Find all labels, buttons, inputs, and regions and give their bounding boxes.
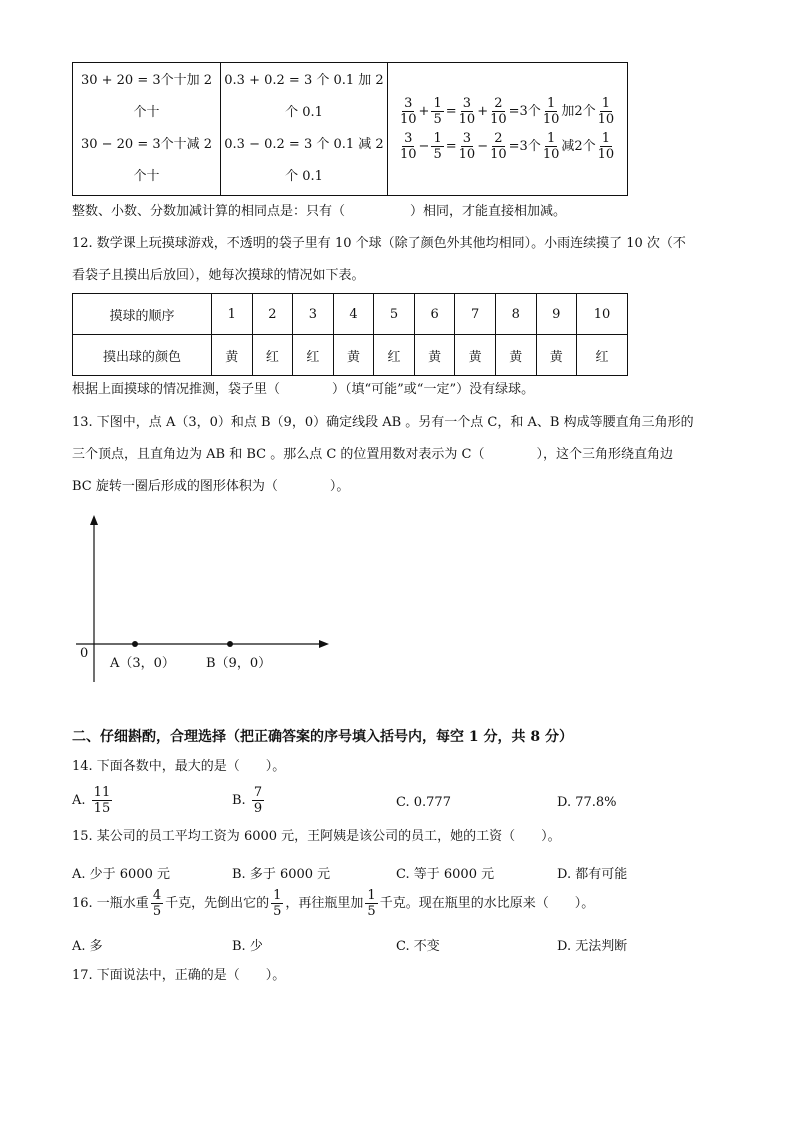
y-arrow-icon <box>90 515 98 525</box>
color-cell: 黄 <box>414 335 455 376</box>
operator: + <box>477 104 489 119</box>
q16-option-b: B. 少 <box>232 939 263 954</box>
q14-option-b <box>232 785 266 816</box>
text: ，再往瓶里加 <box>285 896 364 911</box>
num: 4 <box>152 888 162 903</box>
numerator: 3 <box>462 131 472 146</box>
text: 0.3 + 0.2 = 3 个 0.1 加 2 <box>224 73 384 88</box>
q13-line1: 13. 下图中，点 A（3，0）和点 B（9，0）确定线段 AB 。另有一个点 C，和 A、B 构成等腰直角三角形的 <box>72 415 694 430</box>
q13-line2: 三个顶点，且直角边为 AB 和 BC 。那么点 C 的位置用数对表示为 C（ ），这个三角形绕直角边 <box>72 447 674 462</box>
den: 9 <box>253 801 263 816</box>
point-a-label: A（3，0） <box>110 656 175 671</box>
den: 5 <box>367 904 376 919</box>
label: A. <box>72 793 86 808</box>
order-cell: 1 <box>212 294 253 335</box>
row-header: 摸出球的颜色 <box>73 335 212 376</box>
q15-option-b: B. 多于 6000 元 <box>232 867 331 882</box>
operator: 减2个 <box>561 139 596 154</box>
section-2-title: 二、仔细斟酌，合理选择（把正确答案的序号填入括号内，每空 1 分，共 8 分） <box>72 729 573 745</box>
color-cell: 黄 <box>536 335 577 376</box>
q14-option-d: D. 77.8% <box>557 795 617 810</box>
fraction <box>365 888 377 919</box>
color-cell: 黄 <box>495 335 536 376</box>
fraction <box>92 785 113 816</box>
fraction <box>151 888 163 919</box>
text: 个 0.1 <box>285 105 323 120</box>
point-b-label: B（9，0） <box>206 656 272 671</box>
q14-option-c: C. 0.777 <box>396 795 451 810</box>
denominator: 5 <box>433 112 442 127</box>
operator: 加2个 <box>561 104 596 119</box>
q15-stem: 15. 某公司的员工平均工资为 6000 元，王阿姨是该公司的员工，她的工资（ ）。 <box>72 829 561 844</box>
color-cell: 黄 <box>333 335 374 376</box>
q16-option-c: C. 不变 <box>396 939 440 954</box>
numerator: 2 <box>494 96 503 111</box>
denominator: 10 <box>400 112 417 127</box>
numerator: 1 <box>601 96 611 111</box>
q12-line2: 看袋子且摸出后放回），她每次摸球的情况如下表。 <box>72 268 365 283</box>
numerator: 1 <box>546 131 556 146</box>
q16-stem <box>72 888 594 919</box>
numerator: 3 <box>404 96 413 111</box>
text: 千克，先倒出它的 <box>165 896 270 911</box>
text: 16. 一瓶水重 <box>72 896 149 911</box>
q17-stem: 17. 下面说法中，正确的是（ ）。 <box>72 968 286 983</box>
text: 个十 <box>133 169 160 184</box>
num: 1 <box>273 888 282 903</box>
denominator: 10 <box>597 112 615 127</box>
operator: = <box>445 139 457 154</box>
fraction <box>271 888 283 919</box>
numerator: 1 <box>433 96 442 111</box>
numerator: 2 <box>494 131 503 146</box>
text: 30 − 20 = 3个十减 2 <box>80 137 213 152</box>
denominator: 10 <box>597 147 615 162</box>
order-cell: 5 <box>374 294 415 335</box>
row-header: 摸球的顺序 <box>73 294 212 335</box>
operator: + <box>418 104 430 119</box>
operator: =3个 <box>508 104 541 119</box>
den: 5 <box>152 904 162 919</box>
numerator: 3 <box>462 96 472 111</box>
operator: = <box>445 104 457 119</box>
text: 0.3 − 0.2 = 3 个 0.1 减 2 <box>224 137 384 152</box>
denominator: 10 <box>458 112 476 127</box>
num: 1 <box>367 888 376 903</box>
color-cell: 红 <box>252 335 293 376</box>
color-cell: 红 <box>293 335 334 376</box>
denominator: 10 <box>458 147 476 162</box>
order-cell: 6 <box>414 294 455 335</box>
text: 个十 <box>133 105 160 120</box>
order-cell: 8 <box>495 294 536 335</box>
order-cell: 9 <box>536 294 577 335</box>
color-cell: 黄 <box>212 335 253 376</box>
q16-option-d: D. 无法判断 <box>557 939 628 954</box>
denominator: 10 <box>542 112 560 127</box>
order-cell: 7 <box>455 294 496 335</box>
numerator: 1 <box>546 96 556 111</box>
q12-line1: 12. 数学课上玩摸球游戏，不透明的袋子里有 10 个球（除了颜色外其他均相同）。小雨连续摸了 10 次（不 <box>72 236 686 251</box>
x-arrow-icon <box>319 640 329 648</box>
origin-label: 0 <box>80 646 89 661</box>
q11-tail: 整数、小数、分数加减计算的相同点是：只有（ ）相同，才能直接相加减。 <box>72 204 567 219</box>
operator: − <box>418 139 430 154</box>
order-cell: 2 <box>252 294 293 335</box>
denominator: 10 <box>490 147 507 162</box>
numerator: 1 <box>601 131 611 146</box>
denominator: 5 <box>433 147 442 162</box>
order-cell: 10 <box>577 294 628 335</box>
num: 11 <box>93 785 111 800</box>
denominator: 10 <box>490 112 507 127</box>
numerator: 3 <box>404 131 413 146</box>
num: 7 <box>253 785 263 800</box>
q12-line3: 根据上面摸球的情况推测，袋子里（ ）（填“可能”或“一定”）没有绿球。 <box>72 382 535 397</box>
denominator: 10 <box>400 147 417 162</box>
denominator: 10 <box>542 147 560 162</box>
fraction <box>252 785 264 816</box>
q14-stem: 14. 下面各数中，最大的是（ ）。 <box>72 759 286 774</box>
q15-option-a: A. 少于 6000 元 <box>72 867 171 882</box>
order-cell: 4 <box>333 294 374 335</box>
operator: − <box>477 139 489 154</box>
q13-line3: BC 旋转一圈后形成的图形体积为（ ）。 <box>72 479 350 494</box>
color-cell: 红 <box>577 335 628 376</box>
color-cell: 黄 <box>455 335 496 376</box>
operator: =3个 <box>508 139 541 154</box>
point-b <box>227 641 233 647</box>
color-cell: 红 <box>374 335 415 376</box>
q16-option-a: A. 多 <box>72 939 103 954</box>
den: 5 <box>273 904 282 919</box>
q14-option-a <box>72 785 114 816</box>
numerator: 1 <box>433 131 442 146</box>
den: 15 <box>93 801 111 816</box>
q15-option-d: D. 都有可能 <box>557 867 628 882</box>
q15-option-c: C. 等于 6000 元 <box>396 867 495 882</box>
text: 30 + 20 = 3个十加 2 <box>80 73 213 88</box>
point-a <box>132 641 138 647</box>
text: 千克。现在瓶里的水比原来（ ）。 <box>379 896 595 911</box>
order-cell: 3 <box>293 294 334 335</box>
label: B. <box>232 793 246 808</box>
text: 个 0.1 <box>285 169 323 184</box>
